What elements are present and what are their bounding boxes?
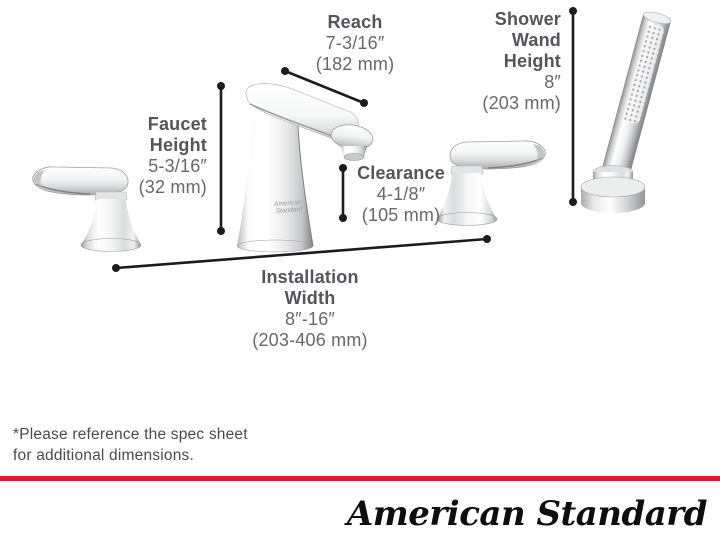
faucet-height-title-line2: Height bbox=[149, 135, 207, 155]
brand-accent-rule bbox=[0, 476, 720, 481]
reach-imperial: 7-3/16″ bbox=[325, 33, 385, 53]
clearance-title: Clearance bbox=[357, 163, 445, 183]
shower-wand-height-metric: (203 mm) bbox=[482, 93, 561, 113]
installation-width-imperial: 8″-16″ bbox=[285, 309, 335, 329]
installation-width-metric: (203-406 mm) bbox=[252, 330, 368, 350]
clearance-label bbox=[321, 163, 481, 226]
spec-footnote-line1: *Please reference the spec sheet bbox=[13, 426, 248, 443]
faucet-height-title-line1: Faucet bbox=[147, 114, 207, 134]
clearance-metric: (105 mm) bbox=[361, 205, 441, 225]
shower-wand-height-imperial: 8″ bbox=[544, 72, 561, 92]
shower-wand-height-label bbox=[400, 9, 561, 114]
shower-wand-height-title-line2: Wand bbox=[511, 30, 561, 50]
faucet-height-label bbox=[57, 114, 207, 198]
installation-width-title-line2: Width bbox=[284, 288, 336, 308]
installation-width-title-line1: Installation bbox=[261, 267, 359, 287]
shower-wand-height-title-line3: Height bbox=[503, 51, 561, 71]
spec-footnote bbox=[13, 425, 248, 466]
engraving-line-2: Standard bbox=[275, 206, 303, 215]
reach-metric: (182 mm) bbox=[315, 54, 395, 74]
dimension-line-faucet-height bbox=[217, 82, 225, 235]
shower-wand-height-title-line1: Shower bbox=[494, 9, 561, 29]
engraving-line-1: American bbox=[273, 199, 302, 208]
shower-wand bbox=[581, 10, 672, 213]
faucet-height-metric: (32 mm) bbox=[138, 177, 207, 197]
clearance-imperial: 4-1/8″ bbox=[376, 184, 426, 204]
reach-title: Reach bbox=[327, 12, 383, 32]
installation-width-label bbox=[185, 267, 435, 351]
faucet-height-imperial: 5-3/16″ bbox=[148, 156, 207, 176]
american-standard-logo: American Standard bbox=[346, 494, 707, 534]
dimension-line-shower-wand-height bbox=[569, 7, 577, 206]
spec-footnote-line2: for additional dimensions. bbox=[13, 446, 194, 464]
